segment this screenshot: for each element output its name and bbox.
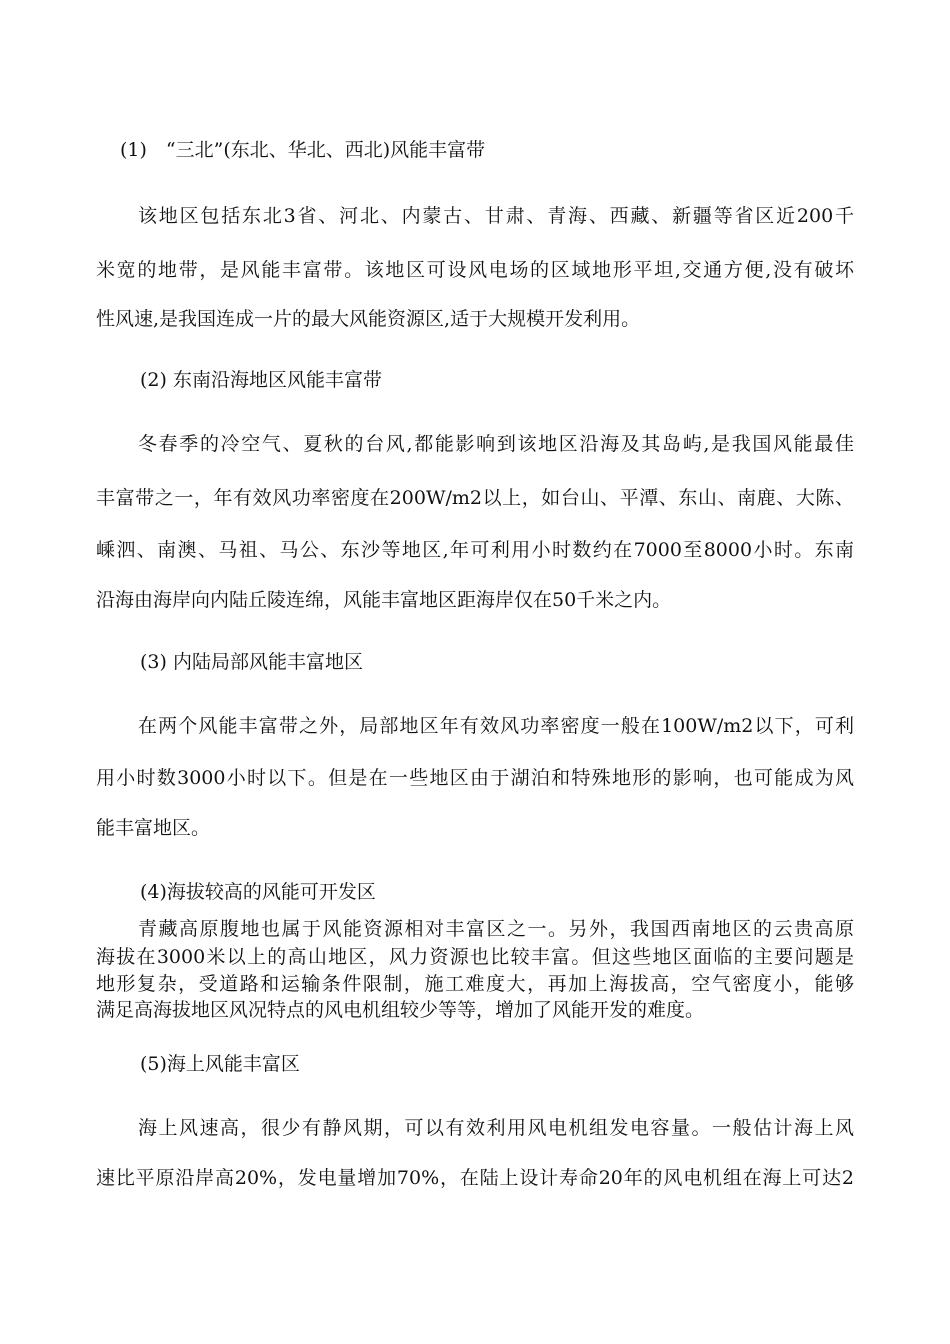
section-2-line-2: 丰富带之一，年有效风功率密度在200W/m2以上，如台山、平潭、东山、南鹿、大陈、 xyxy=(96,487,854,509)
section-5-line-1: 海上风速高，很少有静风期，可以有效利用风电机组发电容量。一般估计海上风 xyxy=(138,1117,854,1139)
section-4-line-1: 青藏高原腹地也属于风能资源相对丰富区之一。另外，我国西南地区的云贵高原 xyxy=(138,918,854,940)
section-1-line-3: 性风速,是我国连成一片的最大风能资源区,适于大规模开发利用。 xyxy=(96,308,641,330)
section-heading-1: (1) “三北”(东北、华北、西北)风能丰富带 xyxy=(120,139,486,161)
section-3-line-2: 用小时数3000小时以下。但是在一些地区由于湖泊和特殊地形的影响，也可能成为风 xyxy=(96,767,854,789)
section-heading-5: (5)海上风能丰富区 xyxy=(140,1053,300,1075)
section-5-line-2: 速比平原沿岸高20%，发电量增加70%，在陆上设计寿命20年的风电机组在海上可达2 xyxy=(96,1167,854,1189)
section-heading-3: (3) 内陆局部风能丰富地区 xyxy=(140,651,363,673)
section-heading-4: (4)海拔较高的风能可开发区 xyxy=(140,881,376,903)
section-4-line-3: 地形复杂，受道路和运输条件限制，施工难度大，再加上海拔高，空气密度小，能够 xyxy=(96,973,854,995)
section-3-line-3: 能丰富地区。 xyxy=(96,817,211,839)
section-3-line-1: 在两个风能丰富带之外，局部地区年有效风功率密度一般在100W/m2以下，可利 xyxy=(138,715,854,737)
section-4-line-4: 满足高海拔地区风况特点的风电机组较少等等，增加了风能开发的难度。 xyxy=(96,999,705,1021)
section-1-line-2: 米宽的地带，是风能丰富带。该地区可设风电场的区域地形平坦,交通方便,没有破坏 xyxy=(96,259,854,281)
section-2-line-4: 沿海由海岸向内陆丘陵连绵，风能丰富地区距海岸仅在50千米之内。 xyxy=(96,589,672,611)
section-2-line-1: 冬春季的冷空气、夏秋的台风,都能影响到该地区沿海及其岛屿,是我国风能最佳 xyxy=(138,433,854,455)
section-1-line-1: 该地区包括东北3省、河北、内蒙古、甘肃、青海、西藏、新疆等省区近200千 xyxy=(138,205,854,227)
section-heading-2: (2) 东南沿海地区风能丰富带 xyxy=(140,369,382,391)
section-2-line-3: 嵊泗、南澳、马祖、马公、东沙等地区,年可利用小时数约在7000至8000小时。东南 xyxy=(96,539,854,561)
section-4-line-2: 海拔在3000米以上的高山地区，风力资源也比较丰富。但这些地区面临的主要问题是 xyxy=(96,946,854,968)
